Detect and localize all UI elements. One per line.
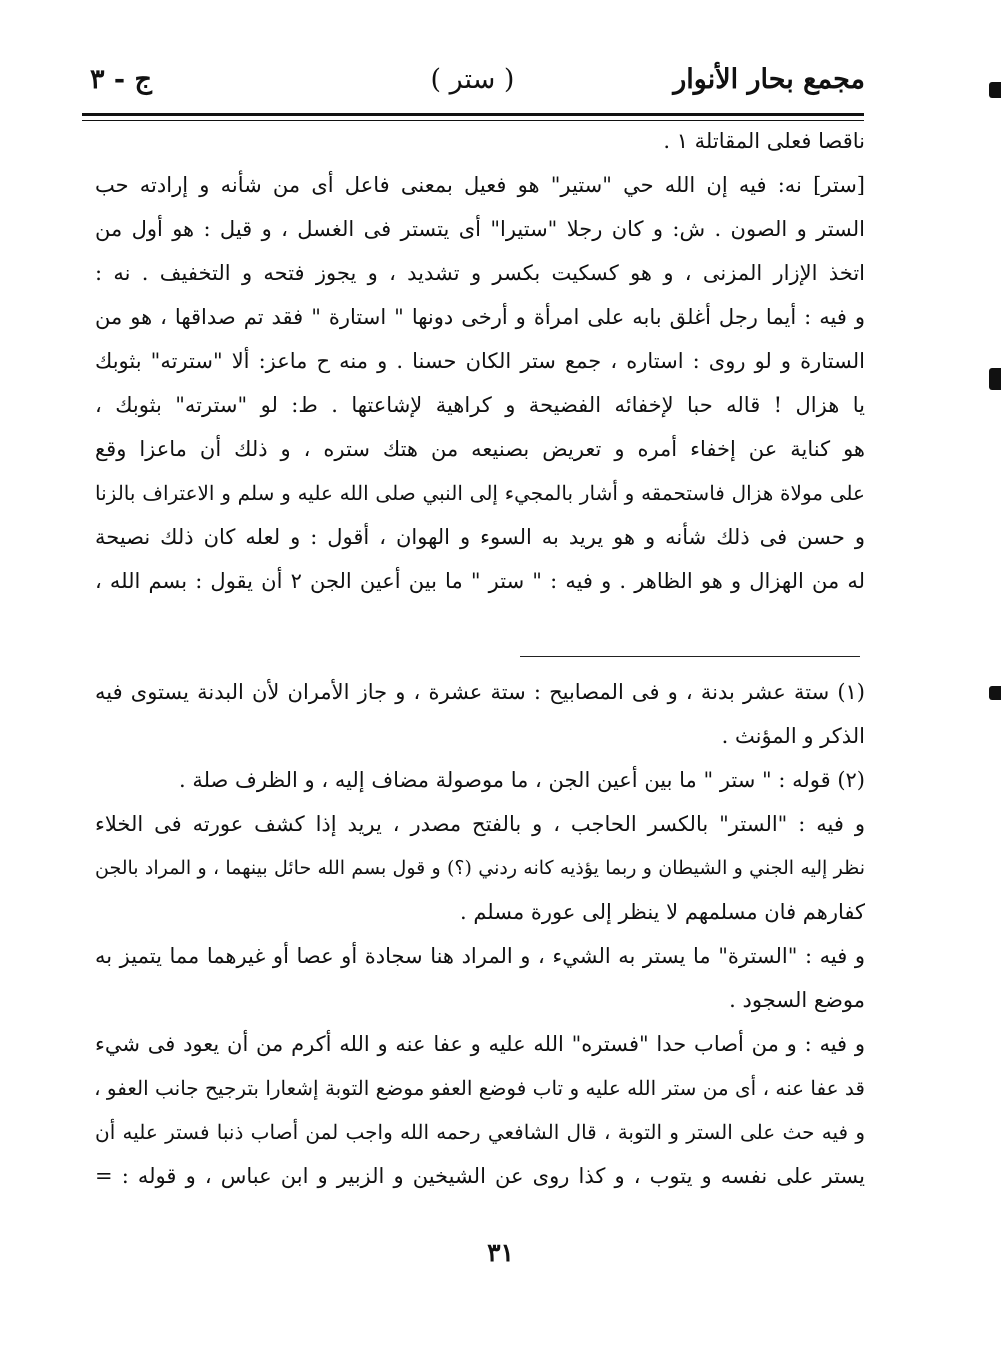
scan-edge-mark: [989, 82, 1001, 98]
footnote-line: يستر على نفسه و يتوب ، و كذا روى عن الشيخين و الزبير و ابن عباس ، و قوله : =: [95, 1164, 865, 1188]
running-header: [80, 60, 865, 108]
footnote-line: موضع السجود .: [729, 988, 865, 1012]
text-line: ناقصا فعلى المقاتلة ١ .: [663, 129, 865, 153]
scan-edge-mark: [989, 368, 1001, 390]
scan-edge-mark: [989, 686, 1001, 700]
text-line: [ستر] نه: فيه إن الله حي "ستير" هو فعيل بمعنى فاعل أى من شأنه و إرادته حب: [95, 173, 865, 197]
book-title: مجمع بحار الأنوار: [673, 64, 865, 95]
footnote-separator: [520, 656, 860, 657]
text-line: و فيه : أيما رجل أغلق بابه على امرأة و أرخى دونها " استارة " فقد تم صداقها ، هو من: [95, 305, 865, 329]
volume-label: ج - ٣: [90, 64, 152, 95]
footnotes: [95, 681, 865, 1209]
text-line: الستارة و لو روى : استاره ، جمع ستر الكان حسنا . و منه ح ماعز: ألا "سترته" بثوبك: [95, 349, 865, 373]
footnote-line: نظر إليه الجني و الشيطان و ربما يؤذيه كانه ردني (؟) و قول بسم الله حائل بينهما ، و المراد بالجن: [95, 857, 865, 879]
text-line: له من الهزال و هو الظاهر . و فيه : " ستر " ما بين أعين الجن ٢ أن يقول : بسم الله ،: [95, 569, 866, 593]
main-text: [95, 130, 865, 614]
entry-heading: ( ستر ): [430, 64, 515, 95]
footnote-line: و فيه حث على الستر و التوبة ، قال الشافعي رحمه الله واجب لمن أصاب ذنبا فستر عليه أن: [95, 1120, 865, 1144]
footnote-line: كفارهم فان مسلمهم لا ينظر إلى عورة مسلم .: [459, 900, 865, 924]
text-line: الستر و الصون . ش: و كان رجلا "ستيرا" أى يتستر فى الغسل ، و قيل : هو أول من: [95, 217, 865, 241]
page-number: ٣١: [487, 1238, 514, 1267]
footnote-line: و فيه : "الستر" بالكسر الحاجب ، و بالفتح مصدر ، يريد إذا كشف عورته فى الخلاء: [95, 812, 865, 836]
footnote-line: (٢) قوله : " ستر " ما بين أعين الجن ، ما موصولة مضاف إليه ، و الظرف صلة .: [178, 768, 865, 792]
text-line: على مولاة هزال فاستحمقه و أشار بالمجيء إلى النبي صلى الله عليه و سلم و الاعتراف بالزنا: [95, 481, 865, 505]
footnote-line: و فيه : "السترة" ما يستر به الشيء ، و المراد هنا سجادة أو عصا أو غيرهما مما يتميز به: [95, 944, 865, 968]
text-line: يا هزال ! قاله حبا لإخفائه الفضيحة و كراهية لإشاعتها . ط: لو "سترته" بثوبك ،: [95, 393, 865, 417]
header-rule-thin: [82, 120, 864, 121]
text-line: هو كناية عن إخفاء أمره و تعريض بصنيعه من هتك ستره ، و ذلك أن ماعزا وقع: [95, 437, 865, 461]
text-line: اتخذ الإزار المزنى ، و هو كسكيت بكسر و تشديد ، و يجوز فتحه و التخفيف . نه :: [95, 261, 865, 285]
footnote-line: قد عفا عنه ، أى من ستر الله عليه و تاب فوضع العفو موضع التوبة إشعارا بترجيح جانب العفو ،: [94, 1076, 865, 1100]
footnote-line: و فيه : و من أصاب حدا "فستره" الله عليه و عفا عنه و الله أكرم من أن يعود فى شيء: [95, 1032, 865, 1056]
footnote-line: (١) ستة عشر بدنة ، و فى المصابيح : ستة عشرة ، و جاز الأمران لأن البدنة يستوى فيه: [95, 680, 865, 704]
header-rule-thick: [82, 113, 864, 116]
footnote-line: الذكر و المؤنث .: [721, 724, 865, 748]
text-line: و حسن فى ذلك شأنه و هو يريد به السوء و الهوان ، أقول : و لعله كان ذلك نصيحة: [95, 525, 865, 549]
